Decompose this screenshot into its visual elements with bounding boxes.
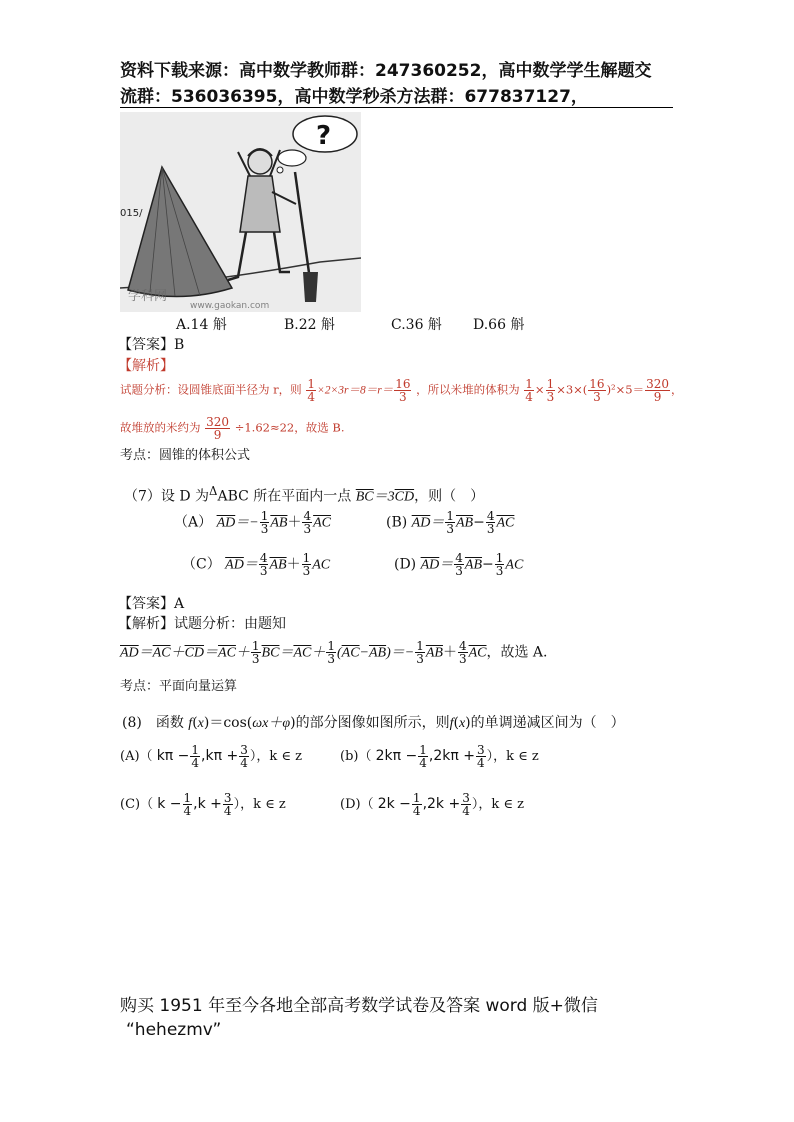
q7-stem-prefix: （7）设 D 为 bbox=[124, 488, 210, 505]
q6-analysis-label: 【解析】 bbox=[118, 358, 174, 374]
q7-stem: （7）设 D 为$^\Delta$ABC 所在平面内一点 $\overline{BC}=3\overline{CD}$，则（ ） bbox=[124, 484, 485, 505]
q6-option-c: C.36 斛 bbox=[391, 317, 442, 333]
q6-analysis-line-2: 故堆放的米约为 $\frac{320}{9}$ ÷1.62≈22，故选 B. bbox=[120, 415, 345, 442]
q8-option-b-kz: ），k ∈ z bbox=[486, 749, 539, 764]
q7-option-b: (B) $\overline{AD}=$ $\frac{1}{3}$ $\overline{AB}-$ $\frac{4}{3}$ $\overline{AC}$ bbox=[386, 509, 515, 536]
footer bbox=[120, 994, 598, 1042]
q8-stem: (8) 函数 f(x)＝cos(ωx＋φ)的部分图像如图所示，则f(x)的单调递减区间为（ ） bbox=[122, 715, 625, 731]
q6-option-b: B.22 斛 bbox=[284, 317, 336, 333]
q7-option-a: （A） $\overline{AD}=-$ $\frac{1}{3}$ $\overline{AB}+$ $\frac{4}{3}$ $\overline{AC}$ bbox=[174, 509, 331, 536]
q6-option-a: A.14 斛 bbox=[176, 317, 227, 333]
q6-answer: 【答案】B bbox=[118, 337, 185, 353]
figure-watermark: 学科网 bbox=[128, 289, 168, 304]
header bbox=[120, 58, 680, 110]
q8-option-c-kz: ），k ∈ z bbox=[233, 797, 286, 812]
q7-option-b-label: (B) bbox=[386, 514, 408, 531]
q8-option-a-kz: ），k ∈ z bbox=[249, 749, 302, 764]
q8-option-b: (b)（ 2kπ − $\frac{1}{4}$ ,2kπ + $\frac{3}{4}$ ），k ∈ z bbox=[340, 743, 539, 770]
q6-kaodian: 考点：圆锥的体积公式 bbox=[120, 448, 251, 463]
q8-stem-mid: 的部分图像如图所示，则 bbox=[295, 715, 450, 731]
q7-analysis: 【解析】试题分析：由题知 bbox=[118, 616, 286, 632]
q8-option-c-label: (C)（ bbox=[120, 797, 154, 812]
q6-analysis-line2-suffix: ÷1.62≈22，故选 B. bbox=[234, 420, 345, 435]
q8-option-b-label: (b)（ bbox=[340, 749, 372, 764]
q8-option-a: (A)（ kπ − $\frac{1}{4}$ ,kπ + $\frac{3}{4}$ ），k ∈ z bbox=[120, 743, 302, 770]
q8-option-c: (C)（ k − $\frac{1}{4}$ ,k + $\frac{3}{4}$ ），k ∈ z bbox=[120, 791, 286, 818]
q7-kaodian: 考点：平面向量运算 bbox=[120, 679, 238, 694]
q7-answer: 【答案】A bbox=[118, 596, 185, 612]
q8-option-d-label: (D)（ bbox=[340, 797, 374, 812]
footer-line-1: 购买 1951 年至今各地全部高考数学试卷及答案 word 版+微信 bbox=[120, 996, 598, 1016]
rice-pile-illustration bbox=[120, 112, 361, 312]
q8-stem-prefix: (8) 函数 bbox=[122, 715, 184, 731]
header-line-2: 流群：536036395，高中数学秒杀方法群：677837127， bbox=[120, 87, 588, 107]
q8-option-d: (D)（ 2k − $\frac{1}{4}$ ,2k + $\frac{3}{4}$ ），k ∈ z bbox=[340, 791, 524, 818]
q6-option-d: D.66 斛 bbox=[473, 317, 525, 333]
q6-analysis-line2-prefix: 故堆放的米约为 bbox=[120, 420, 201, 435]
triangle-symbol: Δ bbox=[209, 484, 218, 498]
q6-analysis-mid: ，所以米堆的体积为 bbox=[416, 382, 520, 397]
q7-option-c-label: （C） bbox=[182, 556, 221, 573]
q8-stem-suffix: 的单调递减区间为（ ） bbox=[470, 715, 625, 731]
footer-line-2: “hehezmv” bbox=[126, 1020, 222, 1040]
q7-option-d-label: (D) bbox=[394, 556, 417, 573]
q8-option-a-label: (A)（ bbox=[120, 749, 153, 764]
q7-stem-mid: ABC 所在平面内一点 bbox=[217, 488, 352, 505]
q7-option-a-label: （A） bbox=[174, 514, 213, 531]
figure-watermark-url: www.gaokan.com bbox=[190, 301, 270, 311]
svg-text:?: ? bbox=[316, 121, 332, 151]
q7-derivation: $\overline{AD}=\overline{AC}+\overline{CD}=\overline{AC}+$ $\frac{1}{3}$ $\overline{BC}=\overline{AC}+$ $\frac{1}{3}$ $(\overline{AC}-\overline{AB})=-$ $\frac{1}{3}$ $\overline{AB}+$ $\frac{4}{3}$ $\overline{AC}$，故选 A. bbox=[120, 639, 548, 666]
q7-option-d: (D) $\overline{AD}=$ $\frac{4}{3}$ $\overline{AB}-$ $\frac{1}{3}$ AC bbox=[394, 551, 524, 578]
illustration-svg bbox=[120, 112, 361, 312]
q7-stem-suffix: ，则（ ） bbox=[414, 488, 485, 505]
q7-option-c: （C） $\overline{AD}=$ $\frac{4}{3}$ $\overline{AB}+$ $\frac{1}{3}$ AC bbox=[182, 551, 331, 578]
q8-option-d-kz: ），k ∈ z bbox=[471, 797, 524, 812]
header-divider bbox=[120, 107, 673, 108]
q7-conclusion: ，故选 A. bbox=[486, 644, 548, 661]
figure-year-text: 015/ bbox=[120, 208, 143, 219]
q6-analysis-prefix: 试题分析：设圆锥底面半径为 r，则 bbox=[120, 382, 302, 397]
q6-analysis-line-1: 试题分析：设圆锥底面半径为 r，则 $\frac{1}{4}$ ×2×3r＝8＝r＝ $\frac{16}{3}$ ，所以米堆的体积为 $\frac{1}{4}$ × $\frac{1}{3}$ ×3×( $\frac{16}{3}$ )²×5＝ $\frac{320}{9}$ ， bbox=[120, 377, 683, 404]
header-line-1: 资料下载来源：高中数学教师群：247360252，高中数学学生解题交 bbox=[120, 61, 652, 81]
